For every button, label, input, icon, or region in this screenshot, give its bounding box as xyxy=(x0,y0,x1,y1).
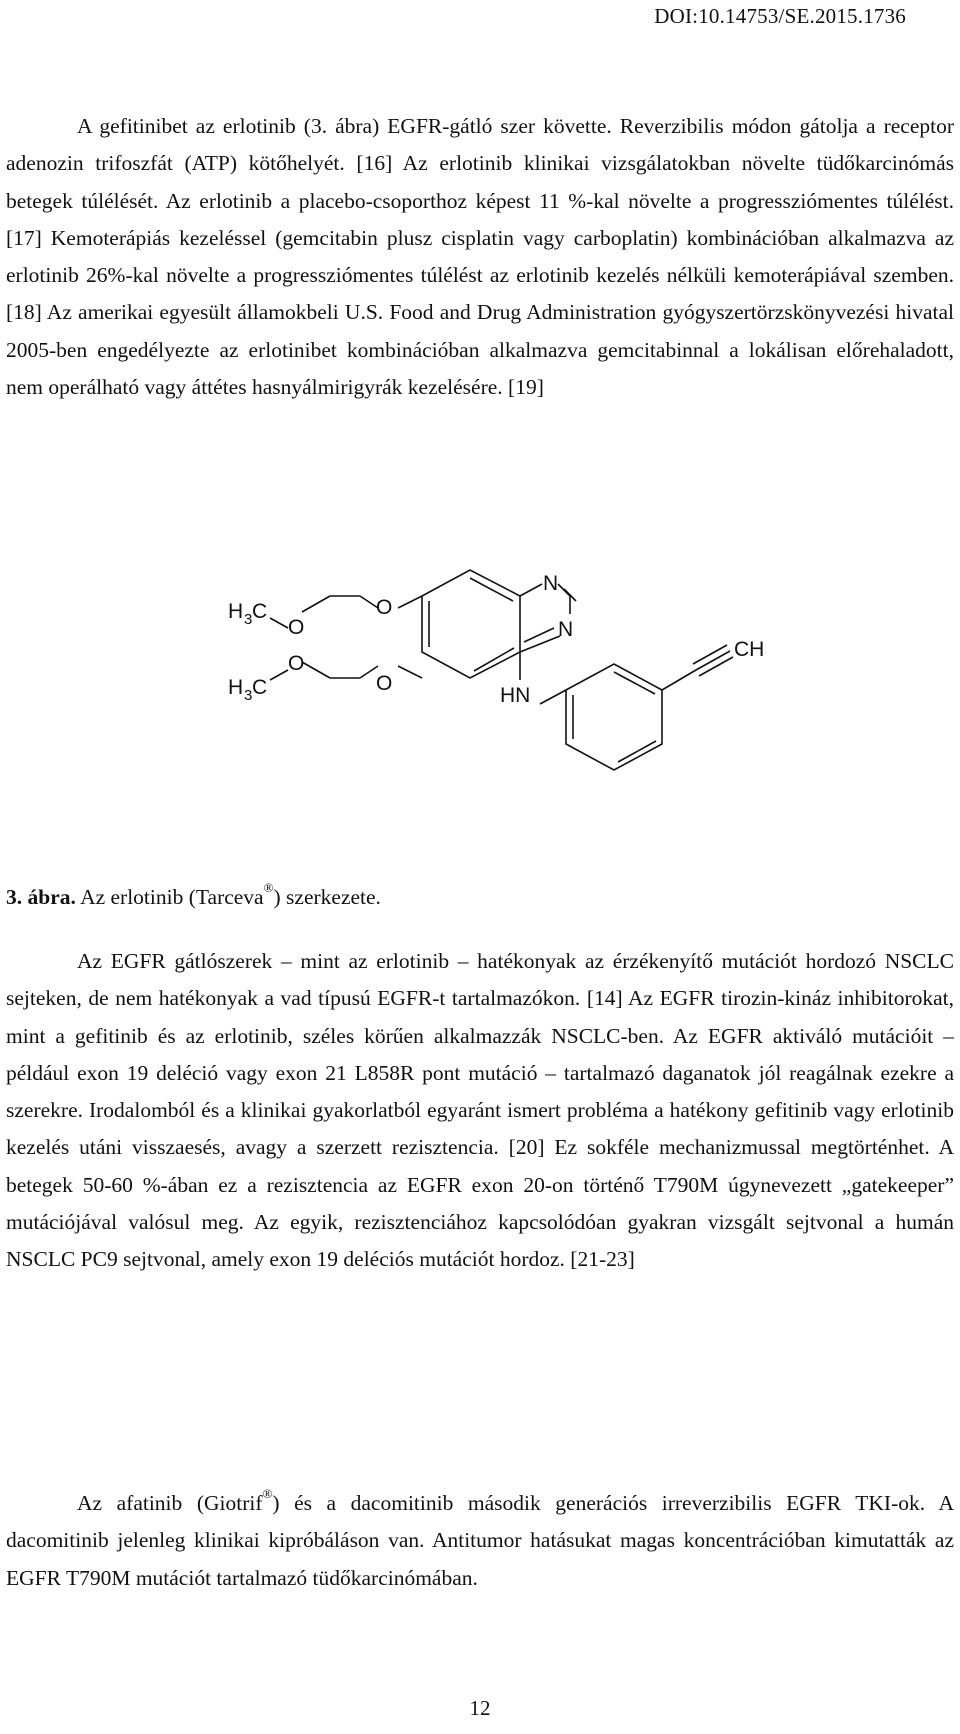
p3-start: Az afatinib (Giotrif xyxy=(77,1491,263,1515)
bond xyxy=(474,648,514,671)
atom-h-bot: H xyxy=(228,676,244,699)
bond xyxy=(398,666,422,678)
atom-n2: N xyxy=(558,618,574,641)
figure-caption xyxy=(6,873,381,912)
doi-header: DOI:10.14753/SE.2015.1736 xyxy=(654,4,906,28)
erlotinib-structure-drawing xyxy=(228,572,830,830)
bond xyxy=(540,690,566,704)
atom-n1: N xyxy=(543,572,559,595)
phenyl-ring-shape xyxy=(566,664,662,770)
paragraph-erlotinib-intro: A gefitinibet az erlotinib (3. ábra) EGFR-gátló szer követte. Reverzibilis módon gátolja a receptor adenozin trifoszfát (ATP) kötőhelyét. [16] Az erlotinib klinikai vizsgálatokban növelte tüdőkarcinómás betegek túlélését. Az erlotinib a placebo-csoporthoz képest 11 %-kal növelte a progressziómentes túlélést. [17] Kemoterápiás kezeléssel (gemcitabin plusz cisplatin vagy carboplatin) kombinációban alkalmazva az erlotinib 26%-kal növelte a progressziómentes túlélést az erlotinib kezelés nélküli kemoterápiával szemben. [18] Az amerikai egyesült államokbeli U.S. Food and Drug Administration gyógyszertörzskönyvezési hivatal 2005-ben engedélyezte az erlotinibet kombinációban alkalmazva gemcitabinnal a lokálisan előrehaladott, nem operálható vagy áttétes hasnyálmirigyrák kezelésére. [19] xyxy=(6,114,954,400)
bond xyxy=(618,741,656,762)
bond xyxy=(699,657,733,676)
p3-rest: ) és a dacomitinib második generációs irreverzibilis EGFR TKI-ok. A dacomitinib jelenleg klinikai kipróbáláson van. Antitumor hatásukat magas koncentrációban kimutatták az EGFR T790M mutációt tartalmazó tüdőkarcinómában. xyxy=(6,1491,954,1590)
bond xyxy=(270,618,288,628)
page-number: 12 xyxy=(469,1696,491,1720)
registered-mark: ® xyxy=(263,880,274,895)
atom-ch: CH xyxy=(734,638,765,661)
benzo-ring-shape xyxy=(422,570,520,678)
registered-mark-giotrif: ® xyxy=(262,1486,273,1501)
bond xyxy=(693,645,727,664)
bond xyxy=(662,670,696,690)
caption-text: Az erlotinib (Tarceva xyxy=(75,885,264,909)
atom-o2: O xyxy=(376,596,393,619)
atom-c-bot: C xyxy=(252,676,268,699)
caption-label: 3. ábra. xyxy=(6,885,76,909)
caption-end: ) szerkezete. xyxy=(273,885,381,909)
paragraph-egfr-resistance: Az EGFR gátlószerek – mint az erlotinib – hatékonyak az érzékenyítő mutációt hordozó NSCLC sejteken, de nem hatékonyak a vad típusú EGFR-t tartalmazókon. [14] Az EGFR tirozin-kináz inhibitorokat, mint a gefitinib és az erlotinib, széles körűen alkalmazzák NSCLC-ben. Az EGFR aktiváló mutációit – például exon 19 deléció vagy exon 21 L858R pont mutáció – tartalmazó daganatok jól reagálnak ezekre a szerekre. Irodalomból és a klinikai gyakorlatból egyaránt ismert probléma a hatékony gefitinib vagy erlotinib kezelés utáni visszaesés, avagy a szerzett rezisztencia. [20] Ez sokféle mechanizmussal megtörténhet. A betegek 50-60 %-ában ez a rezisztencia az EGFR exon 20-on történő T790M úgynevezett „gatekeeper” mutációjával valósul meg. Az egyik, rezisztenciához kapcsolódóan gyakran vizsgált sejtvonal a humán NSCLC PC9 sejtvonal, amely exon 19 deléciós mutációt hordoz. [21-23] xyxy=(6,949,954,1272)
bond xyxy=(302,596,330,612)
bond xyxy=(696,651,730,670)
bond xyxy=(520,636,560,652)
atom-hn: HN xyxy=(500,684,531,707)
atom-sub3-bot: 3 xyxy=(244,687,253,704)
atom-o3: O xyxy=(288,652,305,675)
atom-h-top: H xyxy=(228,600,244,623)
atom-o4: O xyxy=(376,672,393,695)
bond xyxy=(398,596,422,608)
atom-c-top: C xyxy=(252,600,268,623)
paragraph-afatinib xyxy=(6,1475,954,1597)
atom-o1: O xyxy=(288,616,305,639)
bond xyxy=(270,670,288,680)
atom-sub3-top: 3 xyxy=(244,611,253,628)
bond xyxy=(520,584,542,596)
bond xyxy=(302,662,330,678)
